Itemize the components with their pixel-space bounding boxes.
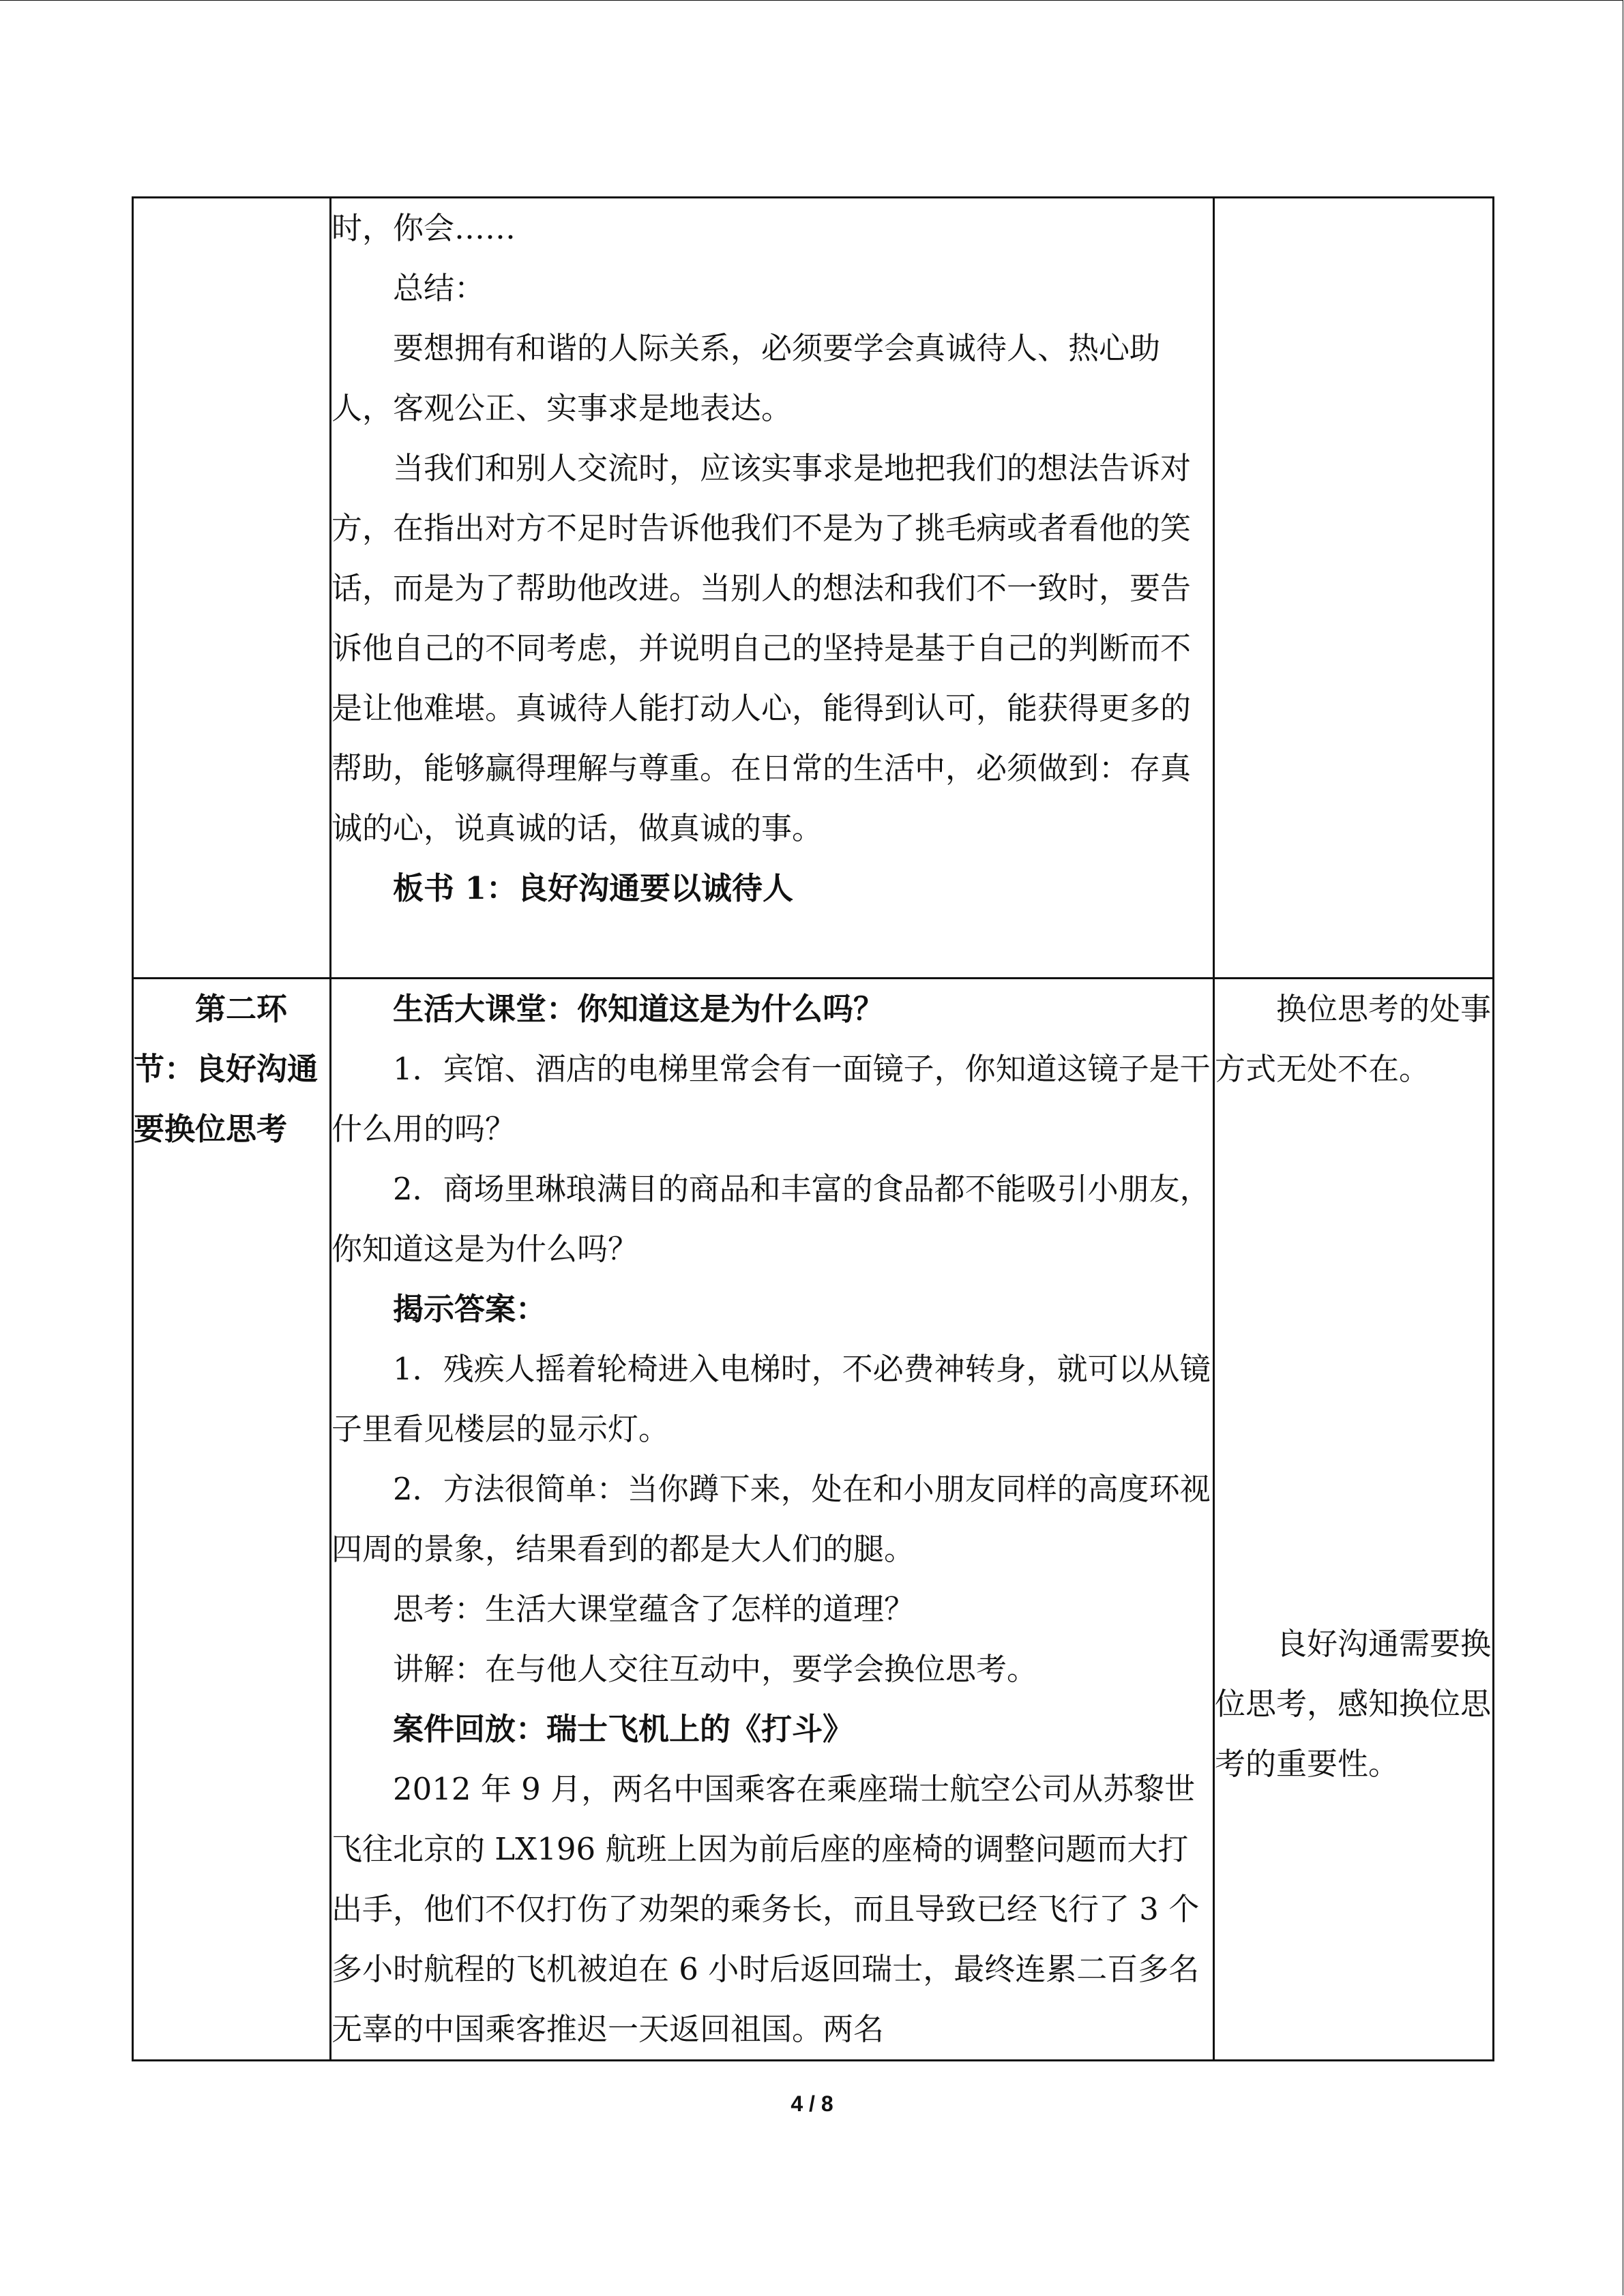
question-item: 2．商场里琳琅满目的商品和丰富的食品都不能吸引小朋友，你知道这是为什么吗？ [331,1171,1211,1267]
text-line: 讲解：在与他人交往互动中，要学会换位思考。 [393,1651,1038,1687]
design-note: 良好沟通需要换位思考，感知换位思考的重要性。 [1215,1626,1492,1782]
summary-heading: 总结： [393,270,486,306]
section-title: 第二环节：良好沟通要换位思考 [134,991,319,1147]
content-cell [331,198,1214,979]
page-number: 4 / 8 [791,2091,833,2116]
content-cell [331,979,1214,2061]
text-line: 时，你会…… [331,210,516,246]
answer-item: 2．方法很简单：当你蹲下来，处在和小朋友同样的高度环视四周的景象，结果看到的都是大人们的腿。 [331,1471,1211,1567]
board-note: 板书 1：良好沟通要以诚待人 [393,870,793,906]
lesson-table [132,196,1494,2061]
subheading: 生活大课堂：你知道这是为什么吗？ [393,991,885,1027]
paragraph: 2012 年 9 月，两名中国乘客在乘座瑞士航空公司从苏黎世飞往北京的 LX196 航班上因为前后座的座椅的调整问题而大打出手，他们不仅打伤了劝架的乘务长，而且导致已经飞行了 3 个多小时航程的飞机被迫在 6 小时后返回瑞士，最终连累二百多名无辜的中国乘客推迟一天返回祖国。两名 [331,1771,1200,2047]
paragraph: 要想拥有和谐的人际关系，必须要学会真诚待人、热心助人，客观公正、实事求是地表达。 [331,330,1161,426]
notes-cell-empty [1214,198,1494,979]
text-line: 思考：生活大课堂蕴含了怎样的道理？ [393,1591,915,1627]
section-cell-empty [133,198,331,979]
table-row [133,198,1494,979]
notes-cell [1214,979,1494,2061]
subheading: 揭示答案： [393,1291,547,1327]
design-note: 换位思考的处事方式无处不在。 [1215,991,1492,1087]
subheading: 案件回放：瑞士飞机上的《打斗》 [393,1711,854,1747]
question-item: 1．宾馆、酒店的电梯里常会有一面镜子，你知道这镜子是干什么用的吗？ [331,1051,1211,1147]
section-title-cell [133,979,331,2061]
table-row [133,979,1494,2061]
answer-item: 1．残疾人摇着轮椅进入电梯时，不必费神转身，就可以从镜子里看见楼层的显示灯。 [331,1351,1211,1447]
paragraph: 当我们和别人交流时，应该实事求是地把我们的想法告诉对方，在指出对方不足时告诉他我们不是为了挑毛病或者看他的笑话，而是为了帮助他改进。当别人的想法和我们不一致时，要告诉他自己的不同考虑，并说明自己的坚持是基于自己的判断而不是让他难堪。真诚待人能打动人心，能得到认可，能获得更多的帮助，能够赢得理解与尊重。在日常的生活中，必须做到：存真诚的心，说真诚的话，做真诚的事。 [331,450,1192,846]
